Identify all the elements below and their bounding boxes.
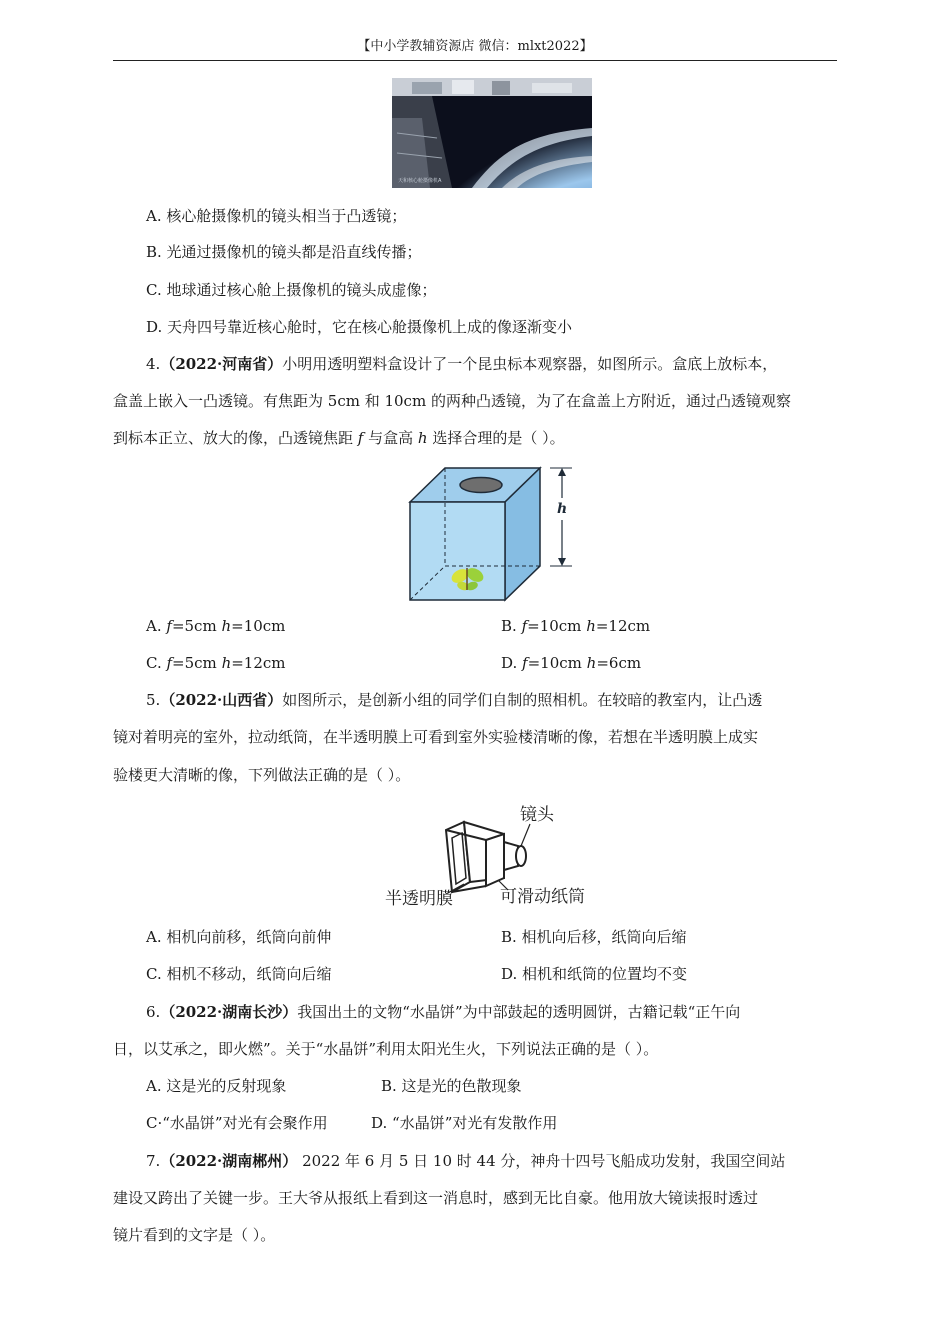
q4-option-d: D. f=10cm h=6cm [501,654,642,672]
q3-option-c: C. 地球通过核心舱上摄像机的镜头成虚像； [146,281,437,299]
specimen-box-figure [400,462,585,604]
q3-option-a: A. 核心舱摄像机的镜头相当于凸透镜； [146,207,407,225]
q4-option-a: A. f=5cm h=10cm [146,617,286,635]
q5-option-d: D. 相机和纸筒的位置均不变 [501,965,688,983]
q4-source: （2022·河南省） [160,355,283,373]
q5-line-2: 镜对着明亮的室外，拉动纸筒，在半透明膜上可看到室外实验楼清晰的像，若想在半透明膜上成实 [113,728,759,746]
q4-line-1 [146,354,777,374]
q6-option-a: A. 这是光的反射现象 [146,1077,287,1095]
q7-line-1 [146,1151,785,1171]
q5-line-1 [146,690,762,710]
q4-line-3: 到标本正立、放大的像，凸透镜焦距 f 与盒高 h 选择合理的是（ ）。 [113,429,565,447]
q7-source: （2022·湖南郴州） [160,1152,298,1170]
q6-number: 6. [146,1003,161,1021]
q5-option-a: A. 相机向前移，纸筒向前伸 [146,928,332,946]
camera-figure [380,800,600,912]
page-header: 【中小学教辅资源店 微信：mlxt2022】 [357,39,593,54]
q7-number: 7. [146,1152,161,1170]
q6-option-c: C·“水晶饼”对光有会聚作用 [146,1114,328,1132]
height-label: h [557,501,568,517]
header-rule [113,60,837,61]
photo-caption: 天和核心舱摄像机A [398,178,442,184]
q3-option-d: D. 天舟四号靠近核心舱时，它在核心舱摄像机上成的像逐渐变小 [146,318,573,336]
q4-option-c: C. f=5cm h=12cm [146,654,286,672]
q6-line-1 [146,1002,740,1022]
q7-line-2: 建设又跨出了关键一步。王大爷从报纸上看到这一消息时，感到无比自豪。他用放大镜读报时透过 [113,1189,759,1207]
q6-option-d: D. “水晶饼”对光有发散作用 [371,1114,558,1132]
q5-line-3: 验楼更大清晰的像，下列做法正确的是（ ）。 [113,766,411,784]
tube-label: 可滑动纸筒 [500,887,585,907]
q7-text-1: 2022 年 6 月 5 日 10 时 44 分，神舟十四号飞船成功发射，我国空间站 [297,1152,786,1170]
q4-number: 4. [146,355,161,373]
q4-option-b: B. f=10cm h=12cm [501,617,651,635]
q5-text-1: 如图所示，是创新小组的同学们自制的照相机。在较暗的教室内，让凸透 [282,691,763,709]
film-label: 半透明膜 [385,889,453,909]
q6-option-b: B. 这是光的色散现象 [381,1077,522,1095]
q6-line-2: 日，以艾承之，即火燃”。关于“水晶饼”利用太阳光生火，下列说法正确的是（ ）。 [113,1040,659,1058]
lens-hole [460,478,502,493]
q4-text-1: 小明用透明塑料盒设计了一个昆虫标本观察器，如图所示。盒底上放标本， [282,355,778,373]
q4-line-2: 盒盖上嵌入一凸透镜。有焦距为 5cm 和 10cm 的两种凸透镜，为了在盒盖上方附近，通过凸透镜观察 [113,392,791,410]
space-station-photo [392,78,592,188]
q5-option-c: C. 相机不移动，纸筒向后缩 [146,965,332,983]
q5-source: （2022·山西省） [160,691,283,709]
q5-option-b: B. 相机向后移，纸筒向后缩 [501,928,687,946]
q5-number: 5. [146,691,161,709]
q6-source: （2022·湖南长沙） [160,1003,298,1021]
q7-line-3: 镜片看到的文字是（ ）。 [113,1226,276,1244]
q6-text-1: 我国出土的文物“水晶饼”为中部鼓起的透明圆饼，古籍记载“正午向 [297,1003,741,1021]
lens-label: 镜头 [520,805,554,825]
q3-option-b: B. 光通过摄像机的镜头都是沿直线传播； [146,243,422,261]
